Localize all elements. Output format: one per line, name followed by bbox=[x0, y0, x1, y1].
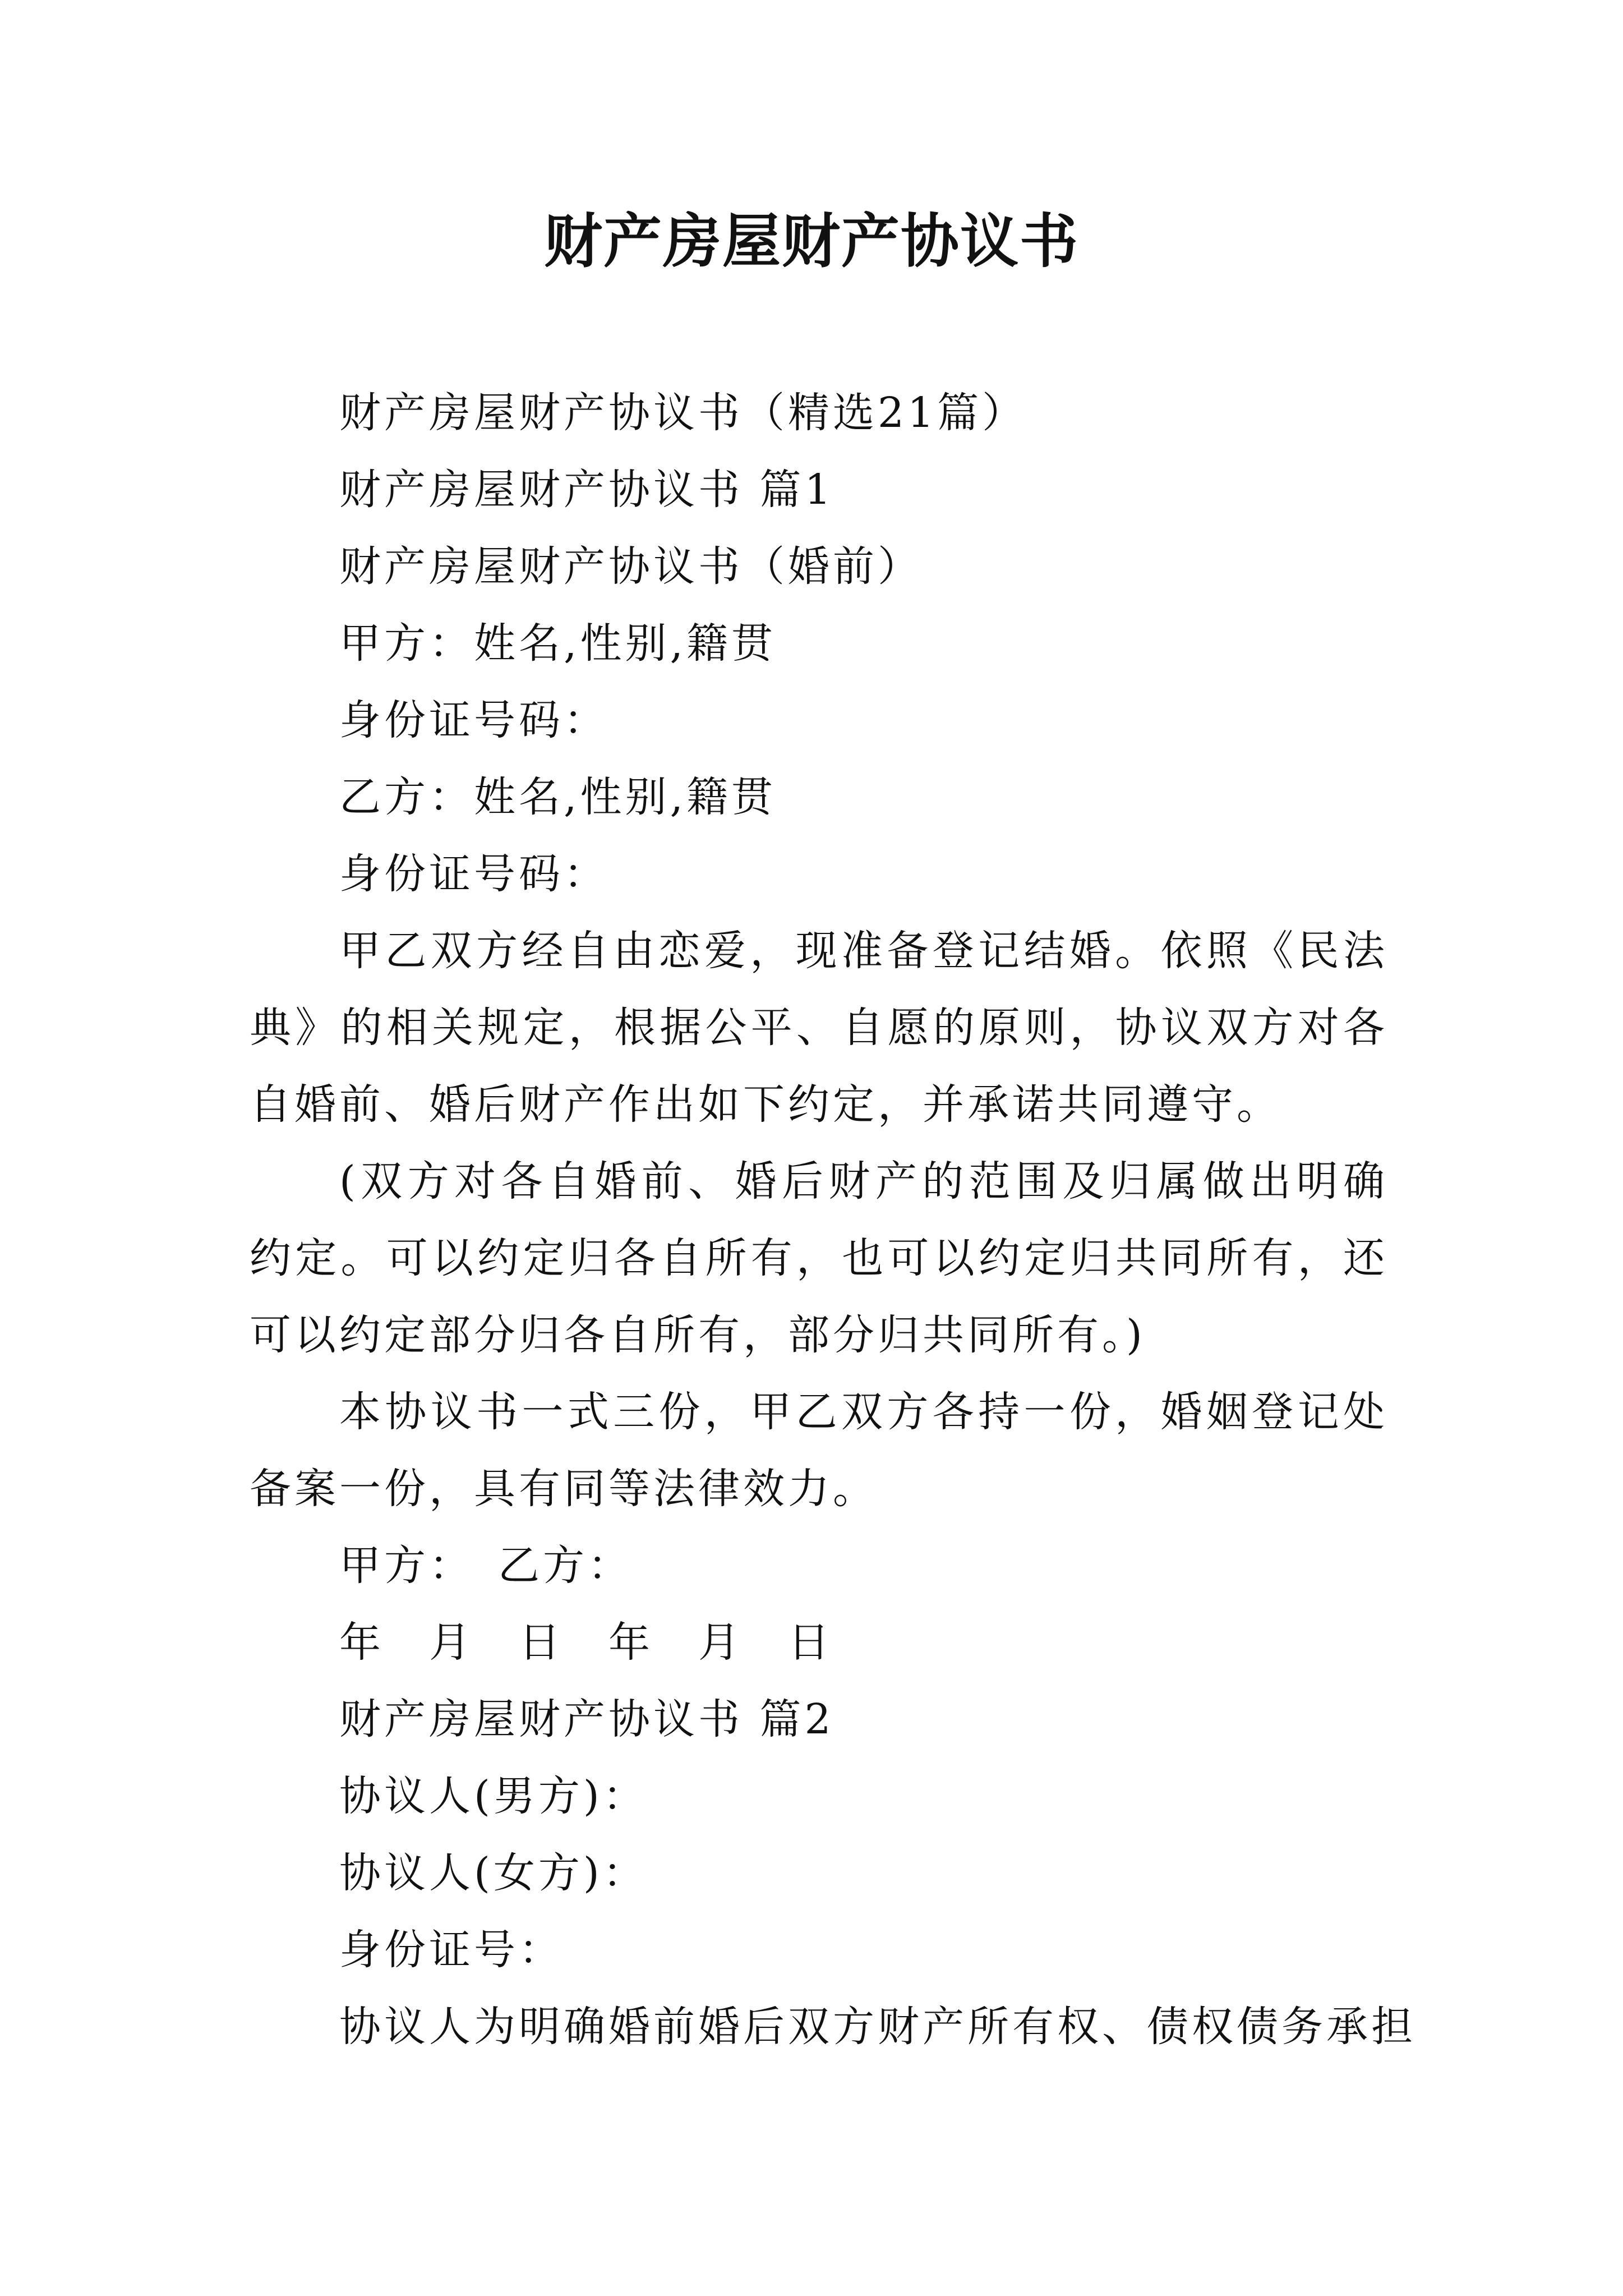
document-title: 财产房屋财产协议书 bbox=[543, 207, 1079, 275]
female-party-line: 协议人(女方)： bbox=[339, 1849, 648, 1897]
date-line: 年 月 日 年 月 日 bbox=[339, 1618, 833, 1667]
section-heading-2: 财产房屋财产协议书 篇2 bbox=[339, 1695, 834, 1743]
id-number-line: 身份证号： bbox=[339, 1926, 564, 1974]
section-heading-1: 财产房屋财产协议书 篇1 bbox=[339, 466, 834, 514]
subtitle-line: 财产房屋财产协议书（精选21篇） bbox=[339, 389, 1027, 437]
paragraph-intro: 甲乙双方经自由恋爱，现准备登记结婚。依照《民法典》的相关规定，根据公平、自愿的原则，协议双方对各自婚前、婚后财产作出如下约定，并承诺共同遵守。 bbox=[250, 927, 1388, 1129]
agreement-heading: 财产房屋财产协议书（婚前） bbox=[339, 542, 923, 591]
document-body bbox=[250, 375, 1416, 2065]
paragraph-note: (双方对各自婚前、婚后财产的范围及归属做出明确约定。可以约定归各自所有，也可以约定归共同所有，还可以约定部分归各自所有，部分归共同所有。) bbox=[250, 1157, 1388, 1359]
party-b-id-line: 身份证号码： bbox=[339, 850, 608, 898]
signature-line: 甲方： 乙方： bbox=[339, 1542, 633, 1590]
closing-line: 协议人为明确婚前婚后双方财产所有权、债权债务承担 bbox=[339, 2003, 1416, 2051]
male-party-line: 协议人(男方)： bbox=[339, 1772, 648, 1820]
party-b-line: 乙方：姓名,性别,籍贯 bbox=[339, 773, 777, 821]
party-a-line: 甲方：姓名,性别,籍贯 bbox=[339, 619, 777, 668]
paragraph-copies: 本协议书一式三份，甲乙双方各持一份，婚姻登记处备案一份，具有同等法律效力。 bbox=[250, 1388, 1388, 1513]
party-a-id-line: 身份证号码： bbox=[339, 696, 608, 744]
